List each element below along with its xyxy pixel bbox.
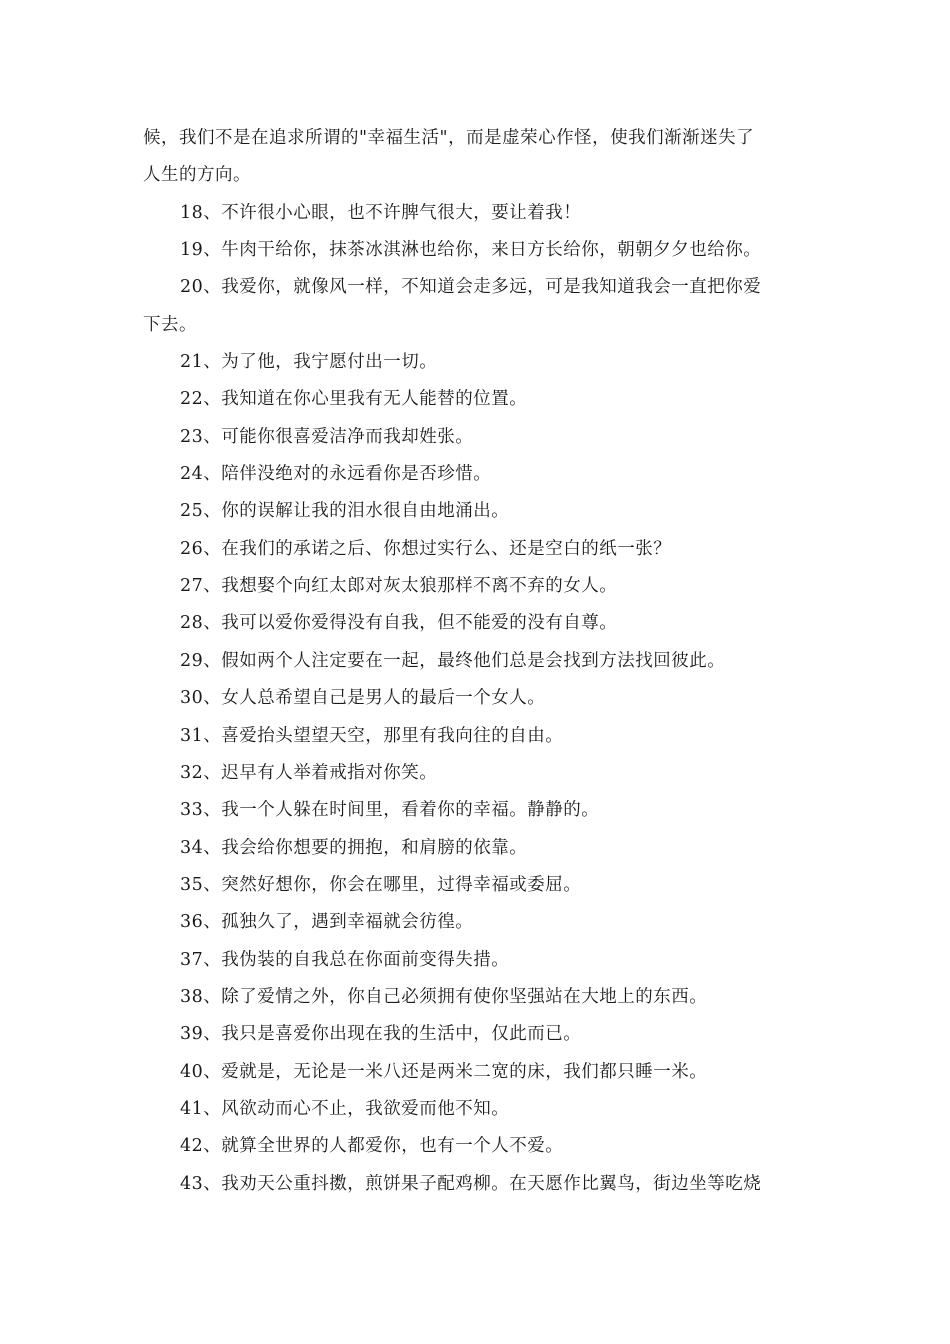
text-line: 41、风欲动而心不止，我欲爱而他不知。 [180, 1098, 510, 1119]
text-line: 28、我可以爱你爱得没有自我，但不能爱的没有自尊。 [180, 613, 618, 634]
text-line: 30、女人总希望自己是男人的最后一个女人。 [180, 688, 546, 709]
text-line: 38、除了爱情之外，你自己必须拥有使你坚强站在大地上的东西。 [180, 986, 708, 1007]
text-line: 40、爱就是，无论是一米八还是两米二宽的床，我们都只睡一米。 [180, 1061, 708, 1082]
text-line: 26、在我们的承诺之后、你想过实行么、还是空白的纸一张？ [180, 538, 672, 559]
text-line: 20、我爱你，就像风一样，不知道会走多远，可是我知道我会一直把你爱 [180, 277, 762, 298]
text-line: 22、我知道在你心里我有无人能替的位置。 [180, 389, 528, 410]
text-line: 27、我想娶个向红太郎对灰太狼那样不离不弃的女人。 [180, 576, 618, 597]
text-line: 31、喜爱抬头望望天空，那里有我向往的自由。 [180, 725, 564, 746]
text-line: 下去。 [143, 314, 197, 335]
text-line: 25、你的误解让我的泪水很自由地涌出。 [180, 501, 510, 522]
text-line: 35、突然好想你，你会在哪里，过得幸福或委屈。 [180, 874, 582, 895]
text-line: 39、我只是喜爱你出现在我的生活中，仅此而已。 [180, 1024, 582, 1045]
text-line: 37、我伪装的自我总在你面前变得失措。 [180, 949, 510, 970]
text-line: 34、我会给你想要的拥抱，和肩膀的依靠。 [180, 837, 528, 858]
text-line: 23、可能你很喜爱洁净而我却姓张。 [180, 426, 474, 447]
text-line: 19、牛肉干给你，抹茶冰淇淋也给你，来日方长给你，朝朝夕夕也给你。 [180, 240, 762, 261]
text-line: 33、我一个人躲在时间里，看着你的幸福。静静的。 [180, 800, 600, 821]
text-line: 43、我劝天公重抖擞，煎饼果子配鸡柳。在天愿作比翼鸟，街边坐等吃烧 [180, 1173, 762, 1194]
document-body [143, 120, 803, 1203]
text-line: 人生的方向。 [143, 165, 251, 186]
text-line: 32、迟早有人举着戒指对你笑。 [180, 762, 438, 783]
text-line: 42、就算全世界的人都爱你，也有一个人不爱。 [180, 1136, 564, 1157]
text-line: 29、假如两个人注定要在一起，最终他们总是会找到方法找回彼此。 [180, 650, 726, 671]
text-line: 18、不许很小心眼，也不许脾气很大，要让着我！ [180, 202, 582, 223]
text-line: 候，我们不是在追求所谓的"幸福生活"，而是虚荣心作怪，使我们渐渐迷失了 [143, 128, 755, 148]
text-line: 36、孤独久了，遇到幸福就会彷徨。 [180, 912, 474, 933]
text-line: 24、陪伴没绝对的永远看你是否珍惜。 [180, 464, 492, 485]
text-line: 21、为了他，我宁愿付出一切。 [180, 352, 438, 373]
